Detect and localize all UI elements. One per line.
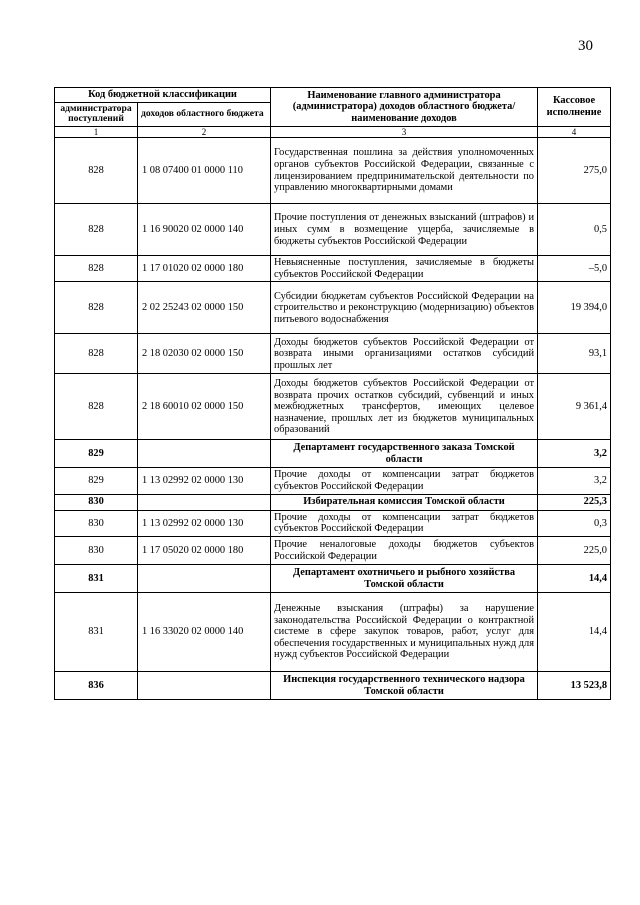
admin-code-cell: 836 <box>55 672 138 700</box>
income-name-cell: Государственная пошлина за действия уполномоченных органов субъектов Российской Федерации, связанные с лицензированием предпринимательской деятельности по управлению многоквартирными домами <box>271 138 538 204</box>
admin-code-cell: 828 <box>55 256 138 282</box>
income-code-cell: 1 13 02992 02 0000 130 <box>138 510 271 536</box>
header-name-column: Наименование главного администратора (администратора) доходов областного бюджета/ наименование доходов <box>271 88 538 127</box>
table-row <box>55 204 611 256</box>
budget-table <box>54 87 611 700</box>
table-row <box>55 334 611 374</box>
amount-cell: 9 361,4 <box>538 374 611 440</box>
admin-code-cell: 828 <box>55 204 138 256</box>
admin-code-cell: 830 <box>55 510 138 536</box>
income-code-cell: 1 16 90020 02 0000 140 <box>138 204 271 256</box>
income-code-cell: 1 13 02992 02 0000 130 <box>138 468 271 494</box>
income-name-cell: Департамент государственного заказа Томской области <box>271 440 538 468</box>
table-row <box>55 468 611 494</box>
admin-code-cell: 831 <box>55 593 138 672</box>
income-name-cell: Невыясненные поступления, зачисляемые в бюджеты субъектов Российской Федерации <box>271 256 538 282</box>
income-code-cell <box>138 494 271 510</box>
income-code-cell: 2 18 60010 02 0000 150 <box>138 374 271 440</box>
income-code-cell <box>138 672 271 700</box>
income-code-cell: 2 02 25243 02 0000 150 <box>138 282 271 334</box>
table-body <box>55 138 611 700</box>
income-name-cell: Избирательная комиссия Томской области <box>271 494 538 510</box>
header-amount-column: Кассовое исполнение <box>538 88 611 127</box>
income-code-cell: 2 18 02030 02 0000 150 <box>138 334 271 374</box>
amount-cell: –5,0 <box>538 256 611 282</box>
income-name-cell: Прочие неналоговые доходы бюджетов субъектов Российской Федерации <box>271 537 538 565</box>
amount-cell: 14,4 <box>538 565 611 593</box>
amount-cell: 93,1 <box>538 334 611 374</box>
income-code-cell: 1 17 01020 02 0000 180 <box>138 256 271 282</box>
amount-cell: 13 523,8 <box>538 672 611 700</box>
income-name-cell: Прочие доходы от компенсации затрат бюджетов субъектов Российской Федерации <box>271 468 538 494</box>
department-row <box>55 494 611 510</box>
department-row <box>55 672 611 700</box>
header-budget-code-group: Код бюджетной классификации <box>55 88 271 103</box>
table-row <box>55 374 611 440</box>
amount-cell: 0,3 <box>538 510 611 536</box>
amount-cell: 0,5 <box>538 204 611 256</box>
income-name-cell: Денежные взыскания (штрафы) за нарушение законодательства Российской Федерации о контрактной системе в сфере закупок товаров, работ, услуг для обеспечения государственных и муниципальных нужд для нужд субъектов Российской Федерации <box>271 593 538 672</box>
department-row <box>55 440 611 468</box>
admin-code-cell: 830 <box>55 537 138 565</box>
table-row <box>55 256 611 282</box>
income-name-cell: Прочие доходы от компенсации затрат бюджетов субъектов Российской Федерации <box>271 510 538 536</box>
income-code-cell: 1 16 33020 02 0000 140 <box>138 593 271 672</box>
amount-cell: 14,4 <box>538 593 611 672</box>
admin-code-cell: 829 <box>55 440 138 468</box>
income-name-cell: Субсидии бюджетам субъектов Российской Федерации на строительство и реконструкцию (модернизацию) объектов питьевого водоснабжения <box>271 282 538 334</box>
admin-code-cell: 831 <box>55 565 138 593</box>
amount-cell: 19 394,0 <box>538 282 611 334</box>
header-col-number-4: 4 <box>538 127 611 138</box>
income-code-cell <box>138 440 271 468</box>
amount-cell: 225,0 <box>538 537 611 565</box>
amount-cell: 3,2 <box>538 440 611 468</box>
amount-cell: 275,0 <box>538 138 611 204</box>
admin-code-cell: 829 <box>55 468 138 494</box>
header-admin-subcolumn: администратора поступлений <box>55 102 138 126</box>
admin-code-cell: 828 <box>55 282 138 334</box>
admin-code-cell: 828 <box>55 374 138 440</box>
admin-code-cell: 830 <box>55 494 138 510</box>
income-code-cell: 1 17 05020 02 0000 180 <box>138 537 271 565</box>
table-row <box>55 138 611 204</box>
header-col-number-1: 1 <box>55 127 138 138</box>
income-name-cell: Доходы бюджетов субъектов Российской Федерации от возврата прочих остатков субсидий, субвенций и иных межбюджетных трансфертов, имеющих целевое назначение, прошлых лет из бюджетов муниципальных образований <box>271 374 538 440</box>
table-row <box>55 510 611 536</box>
income-code-cell: 1 08 07400 01 0000 110 <box>138 138 271 204</box>
page-number: 30 <box>578 38 593 54</box>
income-name-cell: Департамент охотничьего и рыбного хозяйства Томской области <box>271 565 538 593</box>
header-income-subcolumn: доходов областного бюджета <box>138 102 271 126</box>
admin-code-cell: 828 <box>55 334 138 374</box>
income-code-cell <box>138 565 271 593</box>
income-name-cell: Прочие поступления от денежных взысканий (штрафов) и иных сумм в возмещение ущерба, зачисляемые в бюджеты субъектов Российской Федерации <box>271 204 538 256</box>
amount-cell: 3,2 <box>538 468 611 494</box>
table-header <box>55 88 611 138</box>
department-row <box>55 565 611 593</box>
income-name-cell: Инспекция государственного технического надзора Томской области <box>271 672 538 700</box>
amount-cell: 225,3 <box>538 494 611 510</box>
income-name-cell: Доходы бюджетов субъектов Российской Федерации от возврата иными организациями остатков субсидий прошлых лет <box>271 334 538 374</box>
table-row <box>55 537 611 565</box>
table-row <box>55 593 611 672</box>
table-row <box>55 282 611 334</box>
header-col-number-2: 2 <box>138 127 271 138</box>
admin-code-cell: 828 <box>55 138 138 204</box>
header-col-number-3: 3 <box>271 127 538 138</box>
